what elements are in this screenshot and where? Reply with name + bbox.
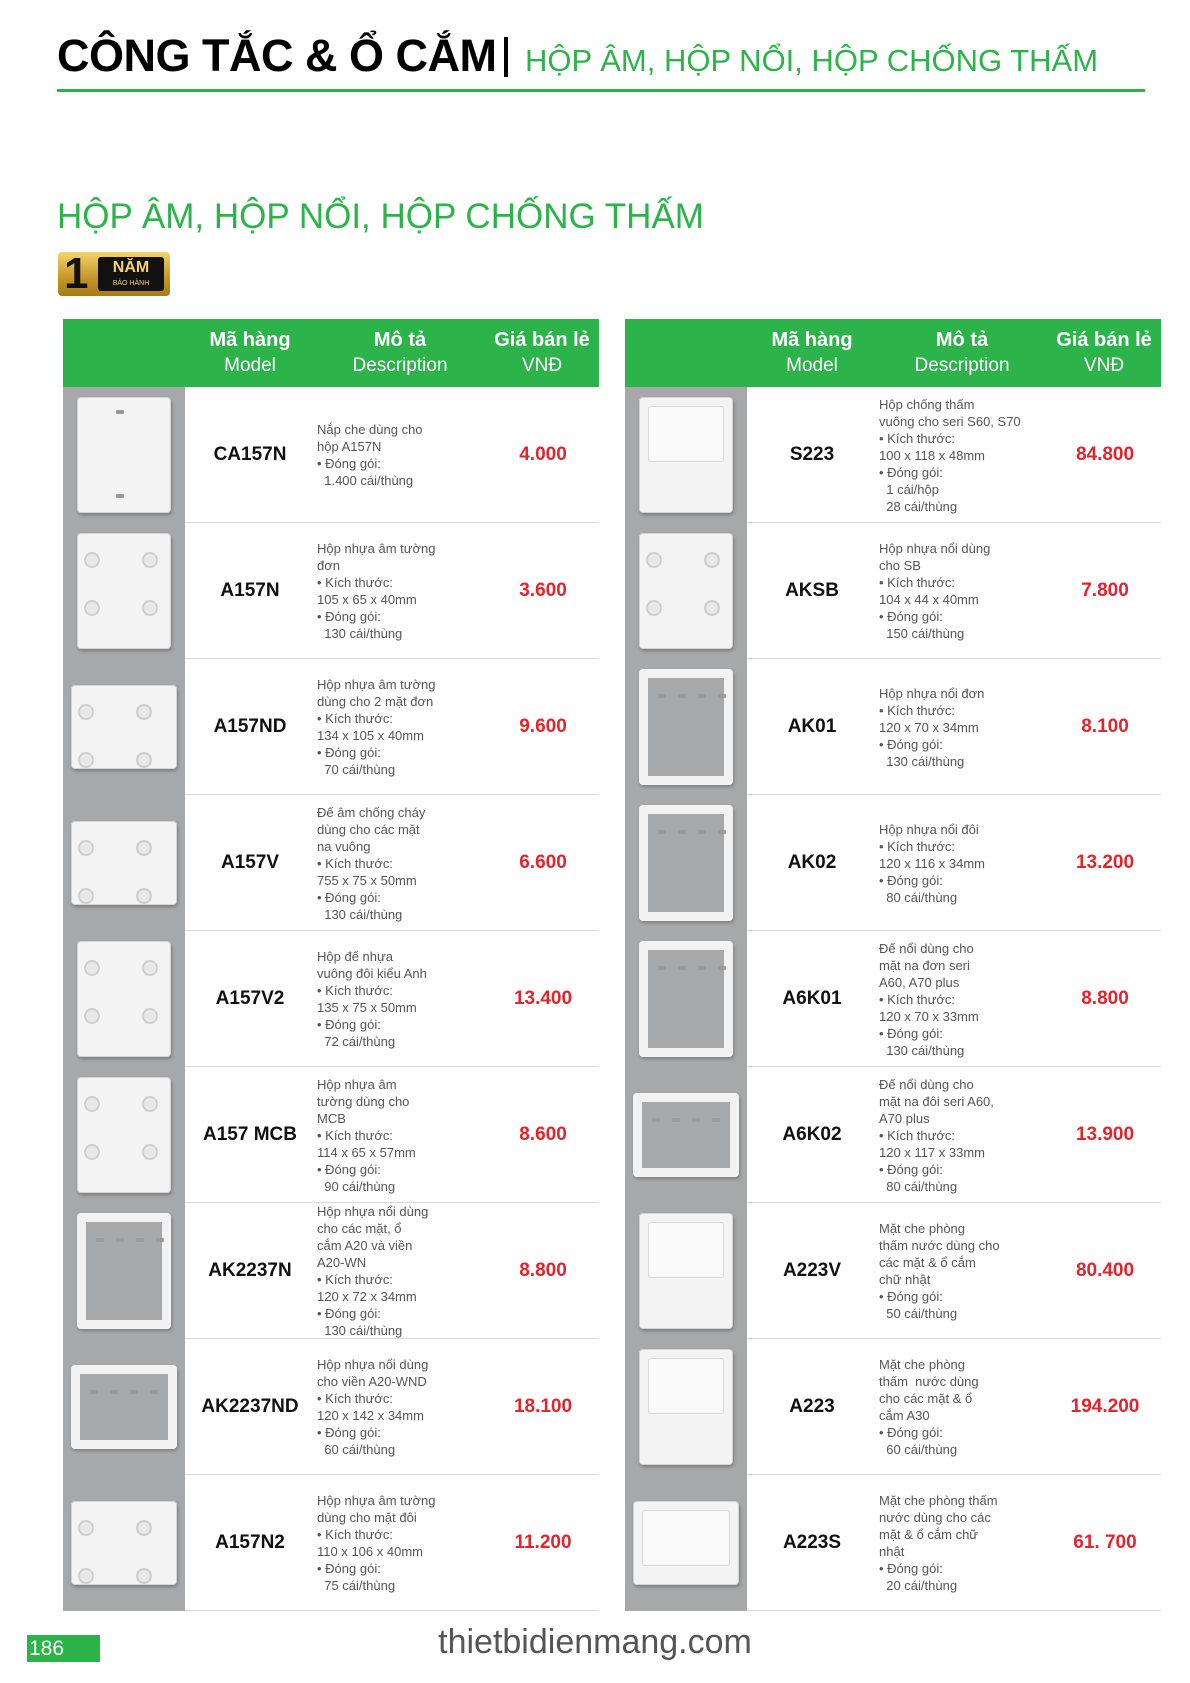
product-description [879,659,1049,795]
description-line: • Kích thước: [317,855,393,871]
description-line: 28 cái/thùng [879,498,958,514]
section-title: HỘP ÂM, HỘP NỔI, HỘP CHỐNG THẤM [57,197,704,236]
description-line: thấm nước dùng cho [879,1238,1000,1253]
description-line: A20-WN [317,1255,367,1270]
header-price: Giá bán lẻ VNĐ [1056,329,1152,376]
surface-base-double-icon [633,1093,739,1177]
description-line: nước dùng cho các [879,1510,991,1525]
table-row [625,523,1161,659]
description-line: 72 cái/thùng [317,1034,396,1049]
description-line: Mặt che phòng [879,1357,966,1372]
product-price: 3.600 [519,580,567,601]
table-body [63,387,599,1611]
description-line: • Đóng gói: [317,609,381,624]
product-model: A223V [782,1260,842,1281]
surface-box-single-icon [639,669,733,785]
description-line: • Đóng gói: [879,464,943,480]
product-table-right [625,319,1161,1611]
description-line: 80 cái/thùng [879,1178,958,1194]
product-description [317,523,487,659]
product-description [879,795,1049,931]
description-line: 105 x 65 x 40mm [317,592,417,607]
description-line: A70 plus [879,1110,930,1126]
product-price: 80.400 [1075,1260,1135,1281]
waterproof-cover-icon [639,397,733,513]
surface-frame-icon [77,1213,171,1329]
description-line: • Đóng gói: [317,456,381,471]
description-line: • Đóng gói: [317,745,381,760]
description-line: cho SB [879,558,921,573]
description-line: dùng cho các mặt [317,821,420,837]
product-image [625,1475,747,1611]
product-table-left [63,319,599,1611]
header-rule [57,89,1145,92]
description-line: 130 cái/thùng [879,1042,965,1058]
description-line: • Đóng gói: [879,736,943,752]
product-description [317,795,487,931]
description-line: cho viền A20-WND [317,1374,427,1389]
description-line: mặt na đơn seri [879,957,970,973]
header-description: Mô tả Description [914,329,1010,376]
description-line: cắm A30 [879,1408,930,1423]
description-line: Hộp đế nhựa [317,949,393,964]
product-model: A223 [789,1396,835,1417]
description-line: 90 cái/thùng [317,1178,396,1194]
description-line: • Kích thước: [317,711,393,726]
header-model: Mã hàng Model [771,329,853,376]
description-line: A60, A70 plus [879,974,960,990]
product-model: A6K01 [782,988,842,1009]
product-price: 11.200 [514,1532,572,1553]
header-model: Mã hàng Model [209,329,291,376]
product-description [317,387,487,523]
description-line: cắm A20 và viền [317,1238,413,1253]
description-line: • Kích thước: [317,1272,393,1287]
description-line: • Kích thước: [317,1527,393,1542]
warranty-sublabel: BẢO HÀNH [112,280,150,287]
description-line: • Đóng gói: [879,1161,943,1177]
description-line: Hộp nhựa nổi đôi [879,821,979,837]
description-line: 120 x 116 x 34mm [879,855,985,871]
description-line: 114 x 65 x 57mm [317,1144,416,1160]
description-line: 50 cái/thùng [879,1306,958,1321]
product-price: 8.100 [1081,716,1129,737]
product-description [317,1203,487,1339]
description-line: đơn [317,558,340,573]
product-model: AK02 [787,852,837,873]
description-line: • Kích thước: [879,575,955,590]
product-model: A157ND [213,716,287,737]
description-line: vuông cho seri S60, S70 [879,413,1021,429]
description-line: • Kích thước: [879,702,955,718]
description-line: hộp A157N [317,439,382,454]
product-model: AK2237N [208,1260,292,1281]
product-price: 18.100 [513,1396,573,1417]
description-line: nhật [879,1544,905,1559]
product-description [317,1475,487,1611]
product-image [63,1339,185,1475]
double-box-icon [77,941,171,1057]
description-line: Mặt che phòng thấm [879,1493,998,1508]
table-row [63,387,599,523]
description-line: • Kích thước: [879,838,955,854]
description-line: Hộp nhựa âm tường [317,541,436,556]
description-line: 20 cái/thùng [879,1578,958,1593]
table-row [63,1339,599,1475]
description-line: 1 cái/hộp [879,481,939,497]
product-model: A157N [220,580,280,601]
description-line: 130 cái/thùng [317,626,403,641]
description-line: 130 cái/thùng [317,906,403,922]
product-description [879,931,1049,1067]
double-flush-box-icon [71,1501,177,1585]
product-model: S223 [789,444,835,465]
description-line: 755 x 75 x 50mm [317,872,417,888]
product-image [63,795,185,931]
description-line: • Kích thước: [317,983,393,998]
description-line: Hộp nhựa âm tường [317,1493,436,1508]
table-header [63,319,599,387]
warranty-label-box [98,257,164,291]
description-line: các mặt & ổ cắm [879,1255,976,1270]
product-model: AK2237ND [201,1396,299,1417]
product-model: CA157N [213,444,287,465]
surface-base-single-icon [639,941,733,1057]
description-line: 130 cái/thùng [317,1323,403,1338]
header-subtitle: HỘP ÂM, HỘP NỔI, HỘP CHỐNG THẤM [525,43,1099,78]
description-line: vuông đôi kiểu Anh [317,966,427,981]
description-line: 120 x 142 x 34mm [317,1408,424,1423]
description-line: • Kích thước: [879,430,955,446]
description-line: na vuông [317,838,371,854]
table-row [625,1067,1161,1203]
surface-frame-wide-icon [71,1365,177,1449]
description-line: chữ nhật [879,1272,931,1287]
flush-box-wide-icon [71,685,177,769]
description-line: mặt & ổ cắm chữ [879,1527,979,1542]
product-image [63,523,185,659]
description-line: 60 cái/thùng [879,1442,958,1457]
description-line: 130 cái/thùng [879,753,965,769]
description-line: 120 x 70 x 34mm [879,719,979,735]
description-line: • Kích thước: [879,1127,955,1143]
description-line: mặt na đôi seri A60, [879,1093,994,1109]
product-description [317,931,487,1067]
product-description [879,1475,1049,1611]
description-line: • Đóng gói: [317,1017,381,1032]
description-line: Đế nổi dùng cho [879,940,974,956]
description-line: • Kích thước: [317,1127,393,1143]
flush-box-icon [77,533,171,649]
description-line: MCB [317,1110,346,1126]
description-line: Hộp nhựa nổi dùng [879,541,991,556]
product-price: 8.800 [519,1260,567,1281]
description-line: 1.400 cái/thùng [317,473,414,488]
product-price: 8.800 [1081,988,1129,1009]
table-row [63,931,599,1067]
product-model: A157V [220,852,280,873]
waterproof-lid-icon [639,1213,733,1329]
header-price: Giá bán lẻ VNĐ [494,329,590,376]
product-image [625,1067,747,1203]
table-row [63,795,599,931]
warranty-years: 1 [64,249,89,298]
product-description [879,387,1049,523]
description-line: • Đóng gói: [317,1161,381,1177]
product-image [63,931,185,1067]
description-line: 120 x 117 x 33mm [879,1144,985,1160]
table-row [625,795,1161,931]
product-model: A6K02 [782,1124,842,1145]
page-number: 186 [27,1635,100,1662]
description-line: dùng cho mặt đôi [317,1510,417,1525]
description-line: • Kích thước: [879,991,955,1007]
table-row [63,1067,599,1203]
description-line: 104 x 44 x 40mm [879,592,979,607]
description-line: 75 cái/thùng [317,1578,396,1593]
square-box-icon [71,821,177,905]
product-price: 13.900 [1075,1124,1135,1145]
table-header [625,319,1161,387]
product-image [63,659,185,795]
description-line: 80 cái/thùng [879,889,958,905]
description-line: 120 x 72 x 34mm [317,1289,417,1304]
product-image [625,1203,747,1339]
product-price: 9.600 [519,716,567,737]
product-price: 7.800 [1081,580,1129,601]
description-line: cho các mặt & ổ [879,1391,973,1406]
table-row [625,387,1161,523]
product-model: A223S [782,1532,842,1553]
header-divider [504,37,508,77]
description-line: Hộp nhựa nổi đơn [879,685,985,701]
description-line: • Đóng gói: [879,1561,943,1576]
description-line: thấm nước dùng [879,1374,979,1389]
product-description [317,1339,487,1475]
description-line: • Đóng gói: [317,1561,381,1576]
description-line: 134 x 105 x 40mm [317,728,424,743]
product-price: 4.000 [519,444,567,465]
description-line: Mặt che phòng [879,1221,966,1236]
header-title: CÔNG TẮC & Ổ CẮM [57,30,497,81]
product-model: AK01 [787,716,837,737]
table-row [625,1475,1161,1611]
warranty-label: NĂM [112,259,150,276]
description-line: Hộp nhựa nổi dùng [317,1357,429,1372]
product-price: 61. 700 [1073,1532,1137,1553]
product-image [625,795,747,931]
product-model: A157 MCB [203,1124,297,1145]
table-row [625,1203,1161,1339]
product-description [879,1203,1049,1339]
product-price: 194.200 [1070,1396,1140,1417]
table-row [63,659,599,795]
table-row [63,523,599,659]
description-line: • Kích thước: [317,575,393,590]
description-line: cho các mặt, ổ [317,1221,402,1236]
table-row [625,659,1161,795]
product-description [879,523,1049,659]
product-price: 6.600 [519,852,567,873]
product-image [625,659,747,795]
waterproof-hood-icon [633,1501,739,1585]
product-image [625,523,747,659]
description-line: • Đóng gói: [317,1425,381,1440]
product-model: AKSB [785,580,839,601]
description-line: 60 cái/thùng [317,1442,396,1457]
description-line: Nắp che dùng cho [317,422,423,437]
description-line: Đế nổi dùng cho [879,1076,974,1092]
surface-box-sb-icon [639,533,733,649]
description-line: Hộp nhựa nổi dùng [317,1204,429,1219]
product-image [63,1067,185,1203]
description-line: 135 x 75 x 50mm [317,1000,417,1015]
footer-website: thietbidienmang.com [438,1623,752,1661]
description-line: 150 cái/thùng [879,626,965,641]
table-row [625,1339,1161,1475]
product-price: 13.400 [513,988,573,1009]
product-price: 84.800 [1075,444,1135,465]
description-line: Đế âm chống cháy [317,804,426,820]
table-row [63,1475,599,1611]
product-image [63,1475,185,1611]
description-line: • Đóng gói: [317,889,381,905]
description-line: • Đóng gói: [879,1025,943,1041]
product-model: A157V2 [215,988,285,1009]
description-line: • Đóng gói: [879,609,943,624]
product-price: 8.600 [519,1124,567,1145]
description-line: Hộp chống thấm [879,396,975,412]
warranty-badge-icon [58,249,170,298]
table-row [63,1203,599,1339]
description-line: • Đóng gói: [879,1425,943,1440]
mcb-box-icon [77,1077,171,1193]
page-header [57,30,1145,92]
header-description: Mô tả Description [352,329,448,376]
product-image [625,931,747,1067]
surface-box-double-icon [639,805,733,921]
description-line: Hộp nhựa âm [317,1076,397,1092]
description-line: • Đóng gói: [879,872,943,888]
product-price: 13.200 [1075,852,1135,873]
cover-plate-icon [77,397,171,513]
description-line: 100 x 118 x 48mm [879,447,985,463]
product-image [63,387,185,523]
product-description [317,1067,487,1203]
table-row [625,931,1161,1067]
table-body [625,387,1161,1611]
product-image [625,387,747,523]
description-line: 110 x 106 x 40mm [317,1544,423,1559]
description-line: 120 x 70 x 33mm [879,1008,979,1024]
description-line: • Kích thước: [317,1391,393,1406]
description-line: • Đóng gói: [317,1306,381,1321]
product-description [879,1339,1049,1475]
description-line: Hộp nhựa âm tường [317,677,436,692]
description-line: • Đóng gói: [879,1289,943,1304]
waterproof-lid-open-icon [639,1349,733,1465]
description-line: 70 cái/thùng [317,762,396,777]
product-description [879,1067,1049,1203]
description-line: dùng cho 2 mặt đơn [317,694,434,709]
product-description [317,659,487,795]
product-model: A157N2 [215,1532,285,1553]
product-image [63,1203,185,1339]
description-line: tường dùng cho [317,1093,410,1109]
product-image [625,1339,747,1475]
